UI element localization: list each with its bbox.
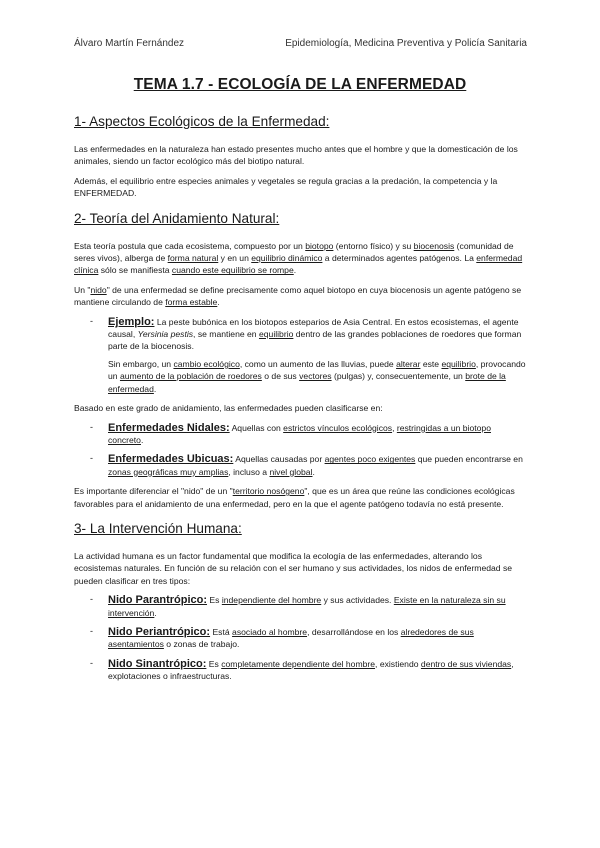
header-subject: Epidemiología, Medicina Preventiva y Policía Sanitaria [285, 38, 527, 49]
s2-paragraph-4: Es importante diferenciar el "nido" de un "territorio nosógeno", que es un área que reúne las condiciones ecológicas favorables para el anidamiento de una enfermedad, pero en la que el agente patógeno todavía no está presente. [74, 486, 515, 509]
s1-paragraph-2: Además, el equilibrio entre especies animales y vegetales se regula gracias a la predación, la competencia y la ENFERMEDAD. [74, 175, 498, 199]
section-2-heading: 2- Teoría del Anidamiento Natural: [74, 210, 280, 226]
document-body [74, 76, 526, 690]
periantropico-bullet: - Nido Periantrópico: Está asociado al hombre, desarrollándose en los alrededores de sus asentamientos o zonas de trabajo. [90, 625, 474, 650]
bullet-dash: - [90, 453, 93, 464]
s2-paragraph-2: Un "nido" de una enfermedad se define precisamente como aquel biotopo en cuya biocenosis un agente patógeno se mantiene circulando de forma estable. [74, 284, 522, 308]
section-3-heading: 3- La Intervención Humana: [74, 520, 242, 536]
sinantropico-bullet: - Nido Sinantrópico: Es completamente dependiente del hombre, existiendo dentro de sus viviendas, explotaciones o infraestructuras. [90, 657, 514, 682]
example-bullet [74, 316, 526, 395]
ubicuas-bullet: - Enfermedades Ubicuas: Aquellas causadas por agentes poco exigentes que pueden encontrarse en zonas geográficas muy amplias, incluso a nivel global. [90, 453, 523, 477]
s3-paragraph-1: La actividad humana es un factor fundamental que modifica la ecología de las enfermedades, alterando los ecosistemas naturales. En función de su relación con el ser humano y sus actividades, los nidos de enfermedad se pueden clasificar en tres tipos: [74, 550, 513, 586]
section-1-heading: 1- Aspectos Ecológicos de la Enfermedad: [74, 114, 330, 129]
example-paragraph-1: Ejemplo: La peste bubónica en los biotopos esteparios de Asia Central. En estos ecosistemas, el agente causal, Yersinia pestis, se mantiene en equilibrio dentro de las grandes poblaciones de roedores que forman parte de la biocenosis. [108, 315, 522, 352]
bullet-dash: - [90, 657, 93, 668]
page-title: TEMA 1.7 - ECOLOGÍA DE LA ENFERMEDAD [133, 76, 467, 93]
nidales-bullet: - Enfermedades Nidales: Aquellas con estrictos vínculos ecológicos, restringidas a un biotopo concreto. [90, 421, 491, 445]
s2-paragraph-1: Esta teoría postula que cada ecosistema, compuesto por un biotopo (entorno físico) y su biocenosis (comunidad de seres vivos), alberga de forma natural y en un equilibrio dinámico a determinados agentes patógenos. La enfermedad clínica sólo se manifiesta cuando este equilibrio se rompe. [74, 240, 523, 276]
header-author: Álvaro Martín Fernández [74, 38, 185, 49]
example-paragraph-2: Sin embargo, un cambio ecológico, como un aumento de las lluvias, puede alterar este equilibrio, provocando un aumento de la población de roedores o de sus vectores (pulgas) y, consecuentemente, un brote de la enfermedad. [108, 358, 526, 394]
parantropico-bullet: - Nido Parantrópico: Es independiente del hombre y sus actividades. Existe en la naturaleza sin su intervención. [90, 594, 506, 618]
bullet-dash: - [90, 625, 93, 636]
s1-paragraph-1: Las enfermedades en la naturaleza han estado presentes mucho antes que el hombre y que la domesticación de los animales, siendo un factor ecológico más del biotipo natural. [74, 144, 518, 167]
bullet-dash: - [90, 594, 93, 605]
bullet-dash: - [90, 315, 93, 326]
bullet-dash: - [90, 421, 93, 432]
s2-paragraph-3: Basado en este grado de anidamiento, las enfermedades pueden clasificarse en: [74, 403, 383, 414]
